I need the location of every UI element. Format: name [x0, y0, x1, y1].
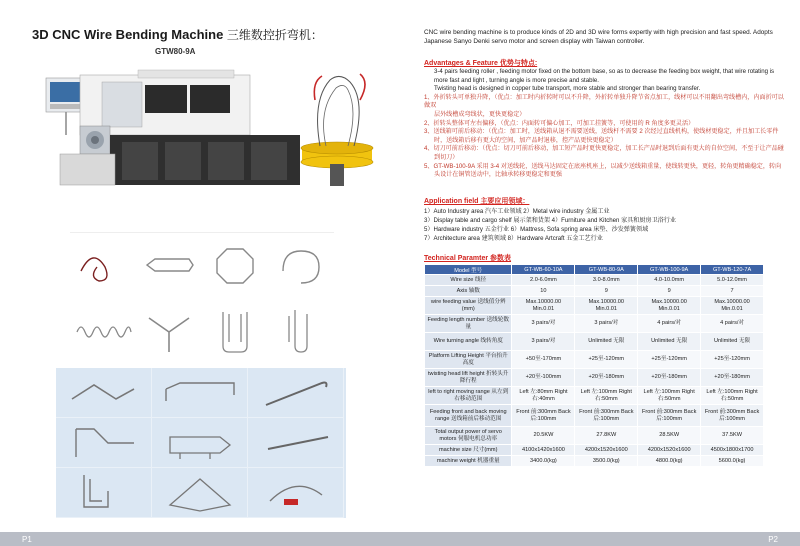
spec-header-cell: GT-WB-80-9A [575, 265, 638, 275]
spec-row [425, 445, 764, 456]
spec-value-cell: 3500.0(kg) [575, 456, 638, 467]
spec-label-cell: machine size 尺寸(mm) [425, 445, 512, 456]
spec-label-cell: machine weight 机器重量 [425, 456, 512, 467]
spec-value-cell: 2.0-6.0mm [512, 275, 575, 286]
spec-value-cell: 3 pairs/对 [575, 315, 638, 333]
title-english: 3D CNC Wire Bending Machine [32, 27, 224, 42]
spec-value-cell: +25至-120mm [701, 351, 764, 369]
spec-value-cell: Max.10000.00 Min.0.01 [638, 297, 701, 315]
spec-value-cell: 9 [638, 286, 701, 297]
application-item: 7）Architecture area 建筑领域 8）Hardware Artcraft 五金工艺行业 [424, 235, 603, 242]
straight-rod-icon [248, 418, 344, 468]
spec-row [425, 286, 764, 297]
spec-value-cell: Left 左:100mm Right 右:50mm [701, 387, 764, 405]
page-number-right: P2 [768, 535, 778, 544]
sample-gallery-top [70, 232, 334, 362]
loop-clip-icon [202, 298, 268, 363]
advantage-item-cont: 层外线槽成弯线状，更快更稳定） [434, 110, 526, 118]
spec-value-cell: Left 左:80mm Right 右:40mm [512, 387, 575, 405]
spec-row [425, 427, 764, 445]
spec-value-cell: +25至-120mm [575, 351, 638, 369]
spec-value-cell: Max.10000.00 Min.0.01 [512, 297, 575, 315]
advantage-item-cont: 头设计在铜管送动中，比轴承转移更稳定和更强 [434, 171, 562, 179]
spec-value-cell: 4 pairs/对 [638, 315, 701, 333]
spec-value-cell: +20至-180mm [701, 369, 764, 387]
advantage-item: 3-4 pairs feeding roller , feeding motor fixed on the bottom base, so as to decrease the feeding box weight, that wire rotating is more fast and light , turning angle is more precise and stable. [434, 68, 775, 84]
octagon-ring-icon [202, 233, 268, 298]
spec-label-cell: Wire turning angle 线转角度 [425, 333, 512, 351]
angle-bracket-icon [56, 418, 152, 468]
spec-value-cell: 3400.0(kg) [512, 456, 575, 467]
spec-value-cell: 27.8KW [575, 427, 638, 445]
spec-value-cell: Max.10000.00 Min.0.01 [701, 297, 764, 315]
spec-row [425, 387, 764, 405]
spec-value-cell: 3 pairs/对 [512, 315, 575, 333]
advantage-item: 5、GT-WB-100-9A 采用 3-4 对送线轮，送线马达固定在底座机座上，以减少送线箱重量，使线转更快，更轻，转角更精确稳定，转向 [424, 162, 782, 170]
application-heading: Application field 主要应用领域： [424, 198, 530, 205]
spec-value-cell: 9 [575, 286, 638, 297]
advantage-item: 4、切刀可前后移动：（优点：切刀可前后移动，加工短产品时更快更稳定，加工长产品时退到后面有更大的自位空间，不至于让产品碰 [424, 145, 784, 153]
hanger-frame-icon [136, 233, 202, 298]
spec-value-cell: 10 [512, 286, 575, 297]
coiled-rod-icon [268, 298, 334, 363]
spec-value-cell: 5600.0(kg) [701, 456, 764, 467]
spec-value-cell: 4.0-10.0mm [638, 275, 701, 286]
machine-illustration [40, 60, 390, 210]
tripod-wire-icon [136, 298, 202, 363]
spec-row [425, 405, 764, 427]
hook-rod-icon [248, 368, 344, 418]
spiral-wire-icon [70, 233, 136, 298]
spec-value-cell: +20至-180mm [575, 369, 638, 387]
spec-header-cell: Model 型号 [425, 265, 512, 275]
advantages-heading: Advantages & Feature 优势与特点: [424, 60, 538, 67]
spec-row [425, 351, 764, 369]
page-title [32, 26, 323, 43]
spec-header-cell: GT-WB-60-10A [512, 265, 575, 275]
spec-label-cell: Feeding length number 送线轮数量 [425, 315, 512, 333]
spec-table [424, 264, 764, 467]
sample-gallery-bottom [56, 368, 346, 518]
spec-label-cell: Feeding front and back moving range 送线箱前后移动范围 [425, 405, 512, 427]
spec-value-cell: 7 [701, 286, 764, 297]
spec-value-cell: Max.10000.00 Min.0.01 [575, 297, 638, 315]
advantage-item-cont: 时，送线箱后移有更大的空间，加产品时退移，控产品更快更稳定） [434, 136, 617, 144]
bent-bar-icon [56, 368, 152, 418]
tech-param-heading: Technical Paramter 参数表 [424, 255, 512, 262]
spec-row [425, 369, 764, 387]
spec-value-cell: +20至-180mm [638, 369, 701, 387]
application-item: 3）Display table and cargo shelf 展示架和货架 4）Furniture and Kitchen 家具和厨房卫浴行业 [424, 217, 676, 224]
advantage-item-cont: 到切刀） [434, 153, 459, 161]
advantage-item: Twisting head is designed in copper tube transport, more stable and stronger than bearing transfer. [434, 85, 701, 93]
spec-value-cell: 28.5KW [638, 427, 701, 445]
spec-value-cell: +25至-120mm [638, 351, 701, 369]
spec-label-cell: Axis 轴数 [425, 286, 512, 297]
application-item: 5）Hardware industry 五金行业 6）Mattress, Sofa spring area 床垫、沙发弹簧领域 [424, 226, 649, 233]
spec-row [425, 297, 764, 315]
handle-wire-icon [248, 468, 344, 518]
spec-label-cell: Platform Lifting Height 平台抬升高度 [425, 351, 512, 369]
intro-paragraph: CNC wire bending machine is to produce kinds of 2D and 3D wire forms expertly with high precision and fast speed. Adopts Japanese Sanyo Denki servo motor and screen display with Taiwan controller. [424, 29, 773, 45]
advantages-list [424, 68, 786, 180]
spec-value-cell: Unlimited 无限 [575, 333, 638, 351]
spec-value-cell: Left 左:100mm Right 右:50mm [638, 387, 701, 405]
spec-value-cell: 3 pairs/对 [512, 333, 575, 351]
spec-value-cell: +20至-100mm [512, 369, 575, 387]
spec-value-cell: 4100x1420x1600 [512, 445, 575, 456]
spec-value-cell: +50至-170mm [512, 351, 575, 369]
spec-row [425, 333, 764, 351]
spec-value-cell: Front 前:300mm Back 后:100mm [701, 405, 764, 427]
advantage-item: 2、折转头整体可左右偏移，（优点：内面转可偏心加工，可加工挂簧等，可使用的 R 角度多更灵活） [424, 119, 695, 127]
spec-value-cell: 4500x1800x1700 [701, 445, 764, 456]
application-item: 1）Auto Industry area 汽车工业领域 2）Metal wire industry 金属工业 [424, 208, 610, 215]
spec-value-cell: Front 前:300mm Back 后:100mm [575, 405, 638, 427]
advantage-item: 3、送线箱可前后移动：（优点：加工时，送线箱从退不需要送线，送线杆不需要 2 次经过直线机构，使线材更稳定，并且加工长零件 [424, 128, 779, 136]
spec-value-cell: Front 前:300mm Back 后:100mm [512, 405, 575, 427]
spec-header-cell: GT-WB-120-7A [701, 265, 764, 275]
spec-header-row [425, 265, 764, 275]
spec-value-cell: Unlimited 无限 [701, 333, 764, 351]
spec-row [425, 315, 764, 333]
spec-header-cell: GT-WB-100-9A [638, 265, 701, 275]
bent-ring-icon [268, 233, 334, 298]
spec-label-cell: twisting head lift height 折转头升降行程 [425, 369, 512, 387]
long-frame-icon [152, 368, 248, 418]
footer-bar-left [0, 532, 400, 546]
curved-frame-icon [152, 468, 248, 518]
spec-value-cell: 4200x1520x1600 [575, 445, 638, 456]
spec-value-cell: 4 pairs/对 [701, 315, 764, 333]
spec-value-cell: Left 左:100mm Right 右:50mm [575, 387, 638, 405]
title-chinese: 三维数控折弯机： [226, 28, 323, 42]
spec-value-cell: 4200x1520x1600 [638, 445, 701, 456]
page-number-left: P1 [22, 535, 32, 544]
spec-row [425, 456, 764, 467]
zigzag-spring-icon [70, 298, 136, 363]
model-label: GTW80-9A [155, 47, 196, 56]
application-list [424, 207, 786, 243]
advantage-item: 1、外折转头可单独升降，（优点：加工时内折转时可以不升降，外折转单独升降节省点加工，线材可以不用翻出弯线槽内，内面折可以做双 [424, 93, 784, 110]
spec-row [425, 275, 764, 286]
spec-value-cell: 3.0-8.0mm [575, 275, 638, 286]
spec-value-cell: Front 前:300mm Back 后:100mm [638, 405, 701, 427]
footer-bar-right [400, 532, 800, 546]
spec-value-cell: 20.5KW [512, 427, 575, 445]
spec-label-cell: left to right moving range 从左到右移动范围 [425, 387, 512, 405]
spec-value-cell: 37.5KW [701, 427, 764, 445]
spec-value-cell: Unlimited 无限 [638, 333, 701, 351]
spec-value-cell: 5.0-12.0mm [701, 275, 764, 286]
spec-label-cell: wire feeding value 送线值分辨(mm) [425, 297, 512, 315]
wire-cart-icon [152, 418, 248, 468]
spec-value-cell: 4800.0(kg) [638, 456, 701, 467]
spec-label-cell: Wire size 线径 [425, 275, 512, 286]
u-frame-icon [56, 468, 152, 518]
spec-label-cell: Total output power of servo motors 伺服电机总功率 [425, 427, 512, 445]
